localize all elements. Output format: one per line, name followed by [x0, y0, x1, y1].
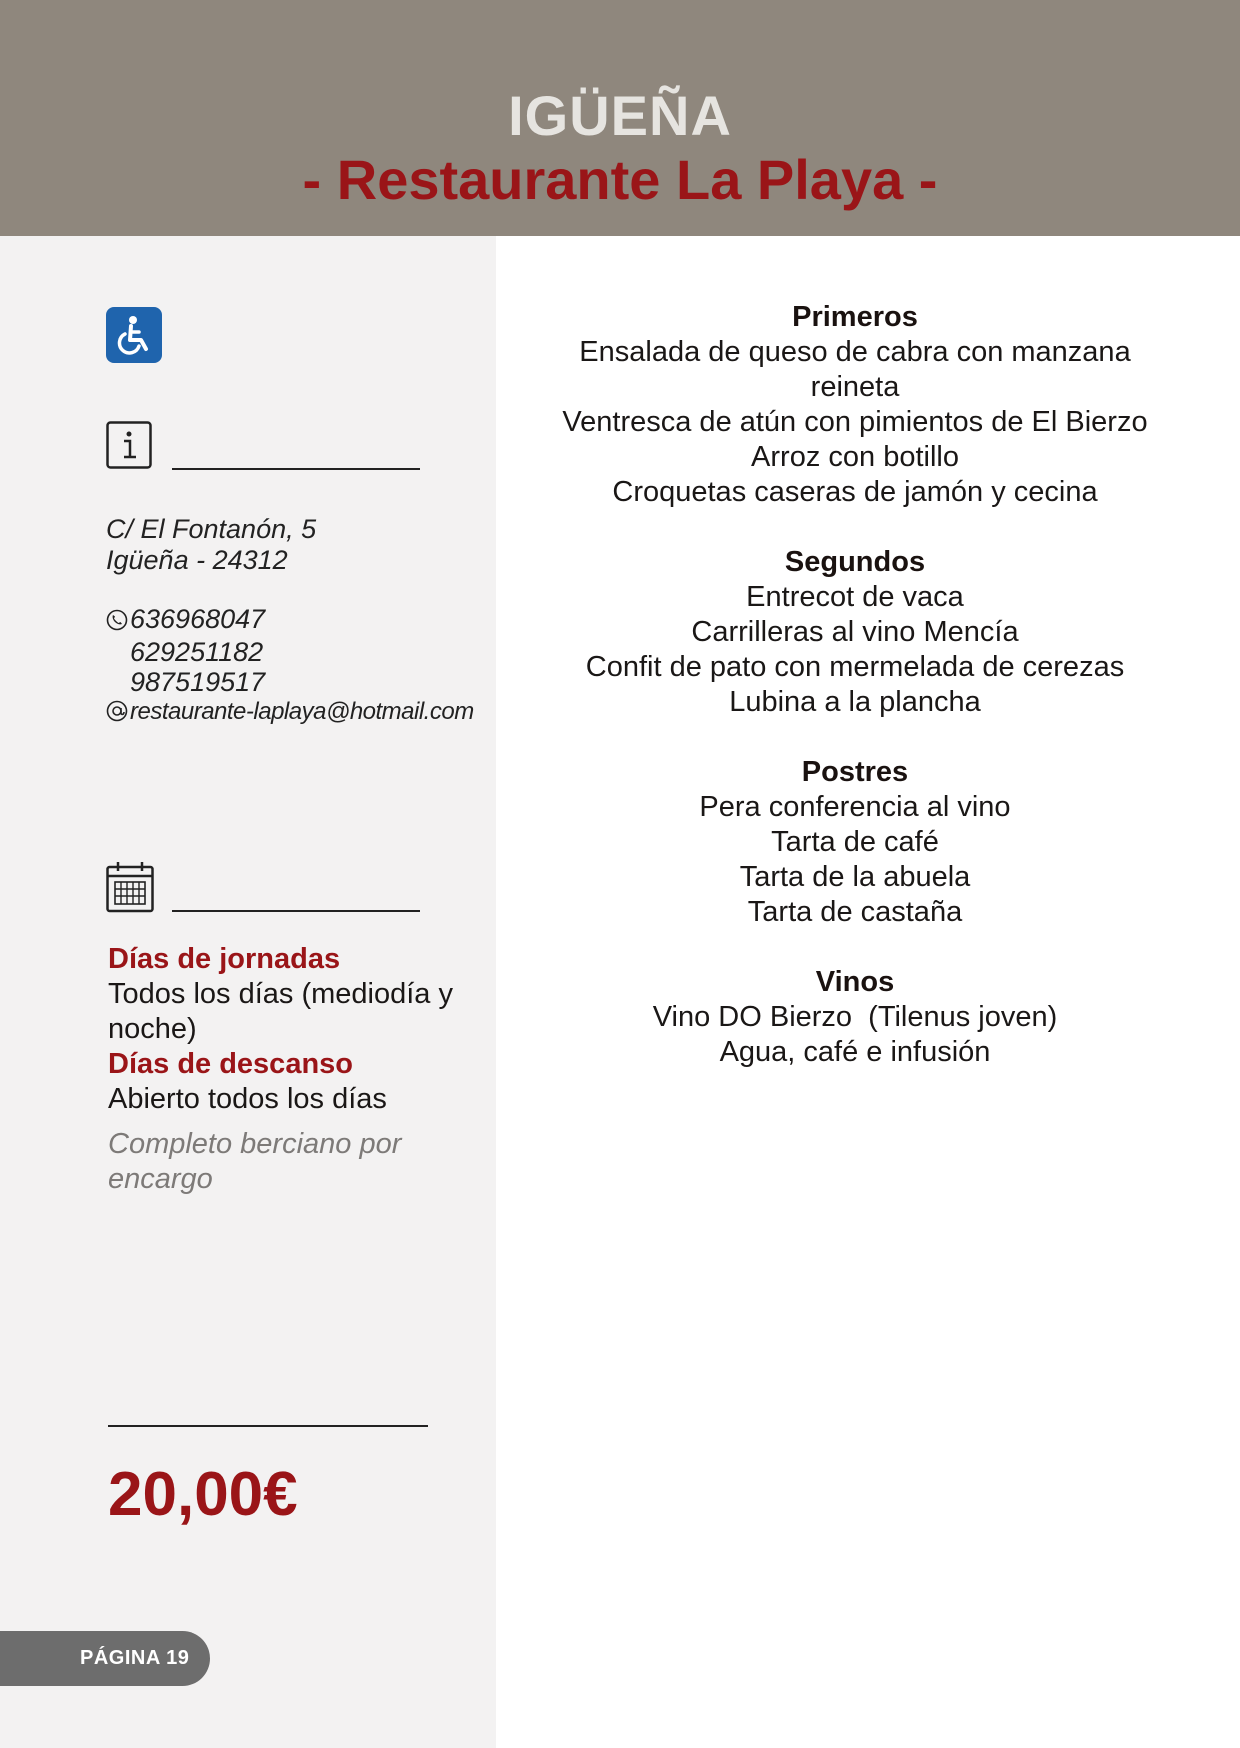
restaurant-title: - Restaurante La Playa - — [302, 148, 938, 211]
days-value: Todos los días (mediodía y noche) — [108, 978, 453, 1045]
menu-section-vinos — [560, 965, 1150, 1070]
address-block — [106, 514, 316, 576]
section-title: Segundos — [784, 546, 926, 578]
wheelchair-icon — [106, 307, 162, 363]
email-address[interactable]: restaurante-laplaya@hotmail.com — [130, 698, 474, 725]
menu-price: 20,00€ — [108, 1460, 298, 1529]
info-divider — [172, 468, 420, 470]
order-note: Completo berciano por encargo — [108, 1128, 402, 1195]
info-icon — [106, 421, 152, 469]
page-number-label: PÁGINA 19 — [80, 1647, 190, 1669]
calendar-icon — [106, 861, 154, 913]
rest-label: Días de descanso — [108, 1048, 353, 1080]
section-title: Primeros — [792, 301, 918, 333]
page-number-tab — [0, 1631, 210, 1686]
schedule-block — [108, 942, 478, 1197]
menu-item: Confit de pato con mermelada de cerezas — [585, 651, 1125, 683]
rest-value: Abierto todos los días — [108, 1083, 387, 1115]
menu-item: Croquetas caseras de jamón y cecina — [612, 476, 1098, 508]
menu-item: Entrecot de vaca — [746, 581, 964, 613]
menu-item: Ventresca de atún con pimientos de El Bierzo — [562, 406, 1148, 438]
menu-section-postres — [560, 755, 1150, 930]
menu-item: Lubina a la plancha — [729, 686, 981, 718]
phone-line-1 — [106, 604, 474, 637]
at-sign-icon — [106, 700, 128, 730]
section-title: Vinos — [815, 966, 895, 998]
page-header — [0, 0, 1240, 236]
menu-item: Tarta de café — [771, 826, 939, 858]
address-street: C/ El Fontanón, 5 — [106, 514, 317, 544]
price-divider — [108, 1425, 428, 1427]
address-city: Igüeña - 24312 — [106, 545, 288, 575]
contact-block — [106, 604, 474, 730]
calendar-divider — [172, 910, 420, 912]
menu-item: Tarta de la abuela — [739, 861, 971, 893]
days-label: Días de jornadas — [108, 943, 341, 975]
email-line — [106, 697, 474, 730]
menu-item: Arroz con botillo — [751, 441, 959, 473]
menu-item: Pera conferencia al vino — [699, 791, 1011, 823]
menu-item: Ensalada de queso de cabra con manzana reineta — [579, 336, 1131, 403]
menu-section-primeros — [560, 300, 1150, 510]
menu-section-segundos — [560, 545, 1150, 720]
phone-number-1[interactable]: 636968047 — [130, 604, 266, 634]
phone-number-3[interactable]: 987519517 — [130, 667, 266, 697]
phone-number-2[interactable]: 629251182 — [130, 637, 264, 667]
town-title: IGÜEÑA — [508, 84, 732, 147]
menu-item: Tarta de castaña — [747, 896, 963, 928]
menu-item: Agua, café e infusión — [719, 1036, 991, 1068]
menu-list — [560, 300, 1150, 1105]
phone-icon — [106, 607, 128, 637]
section-title: Postres — [801, 756, 909, 788]
menu-item: Vino DO Bierzo (Tilenus joven) — [652, 1001, 1058, 1033]
menu-item: Carrilleras al vino Mencía — [691, 616, 1019, 648]
